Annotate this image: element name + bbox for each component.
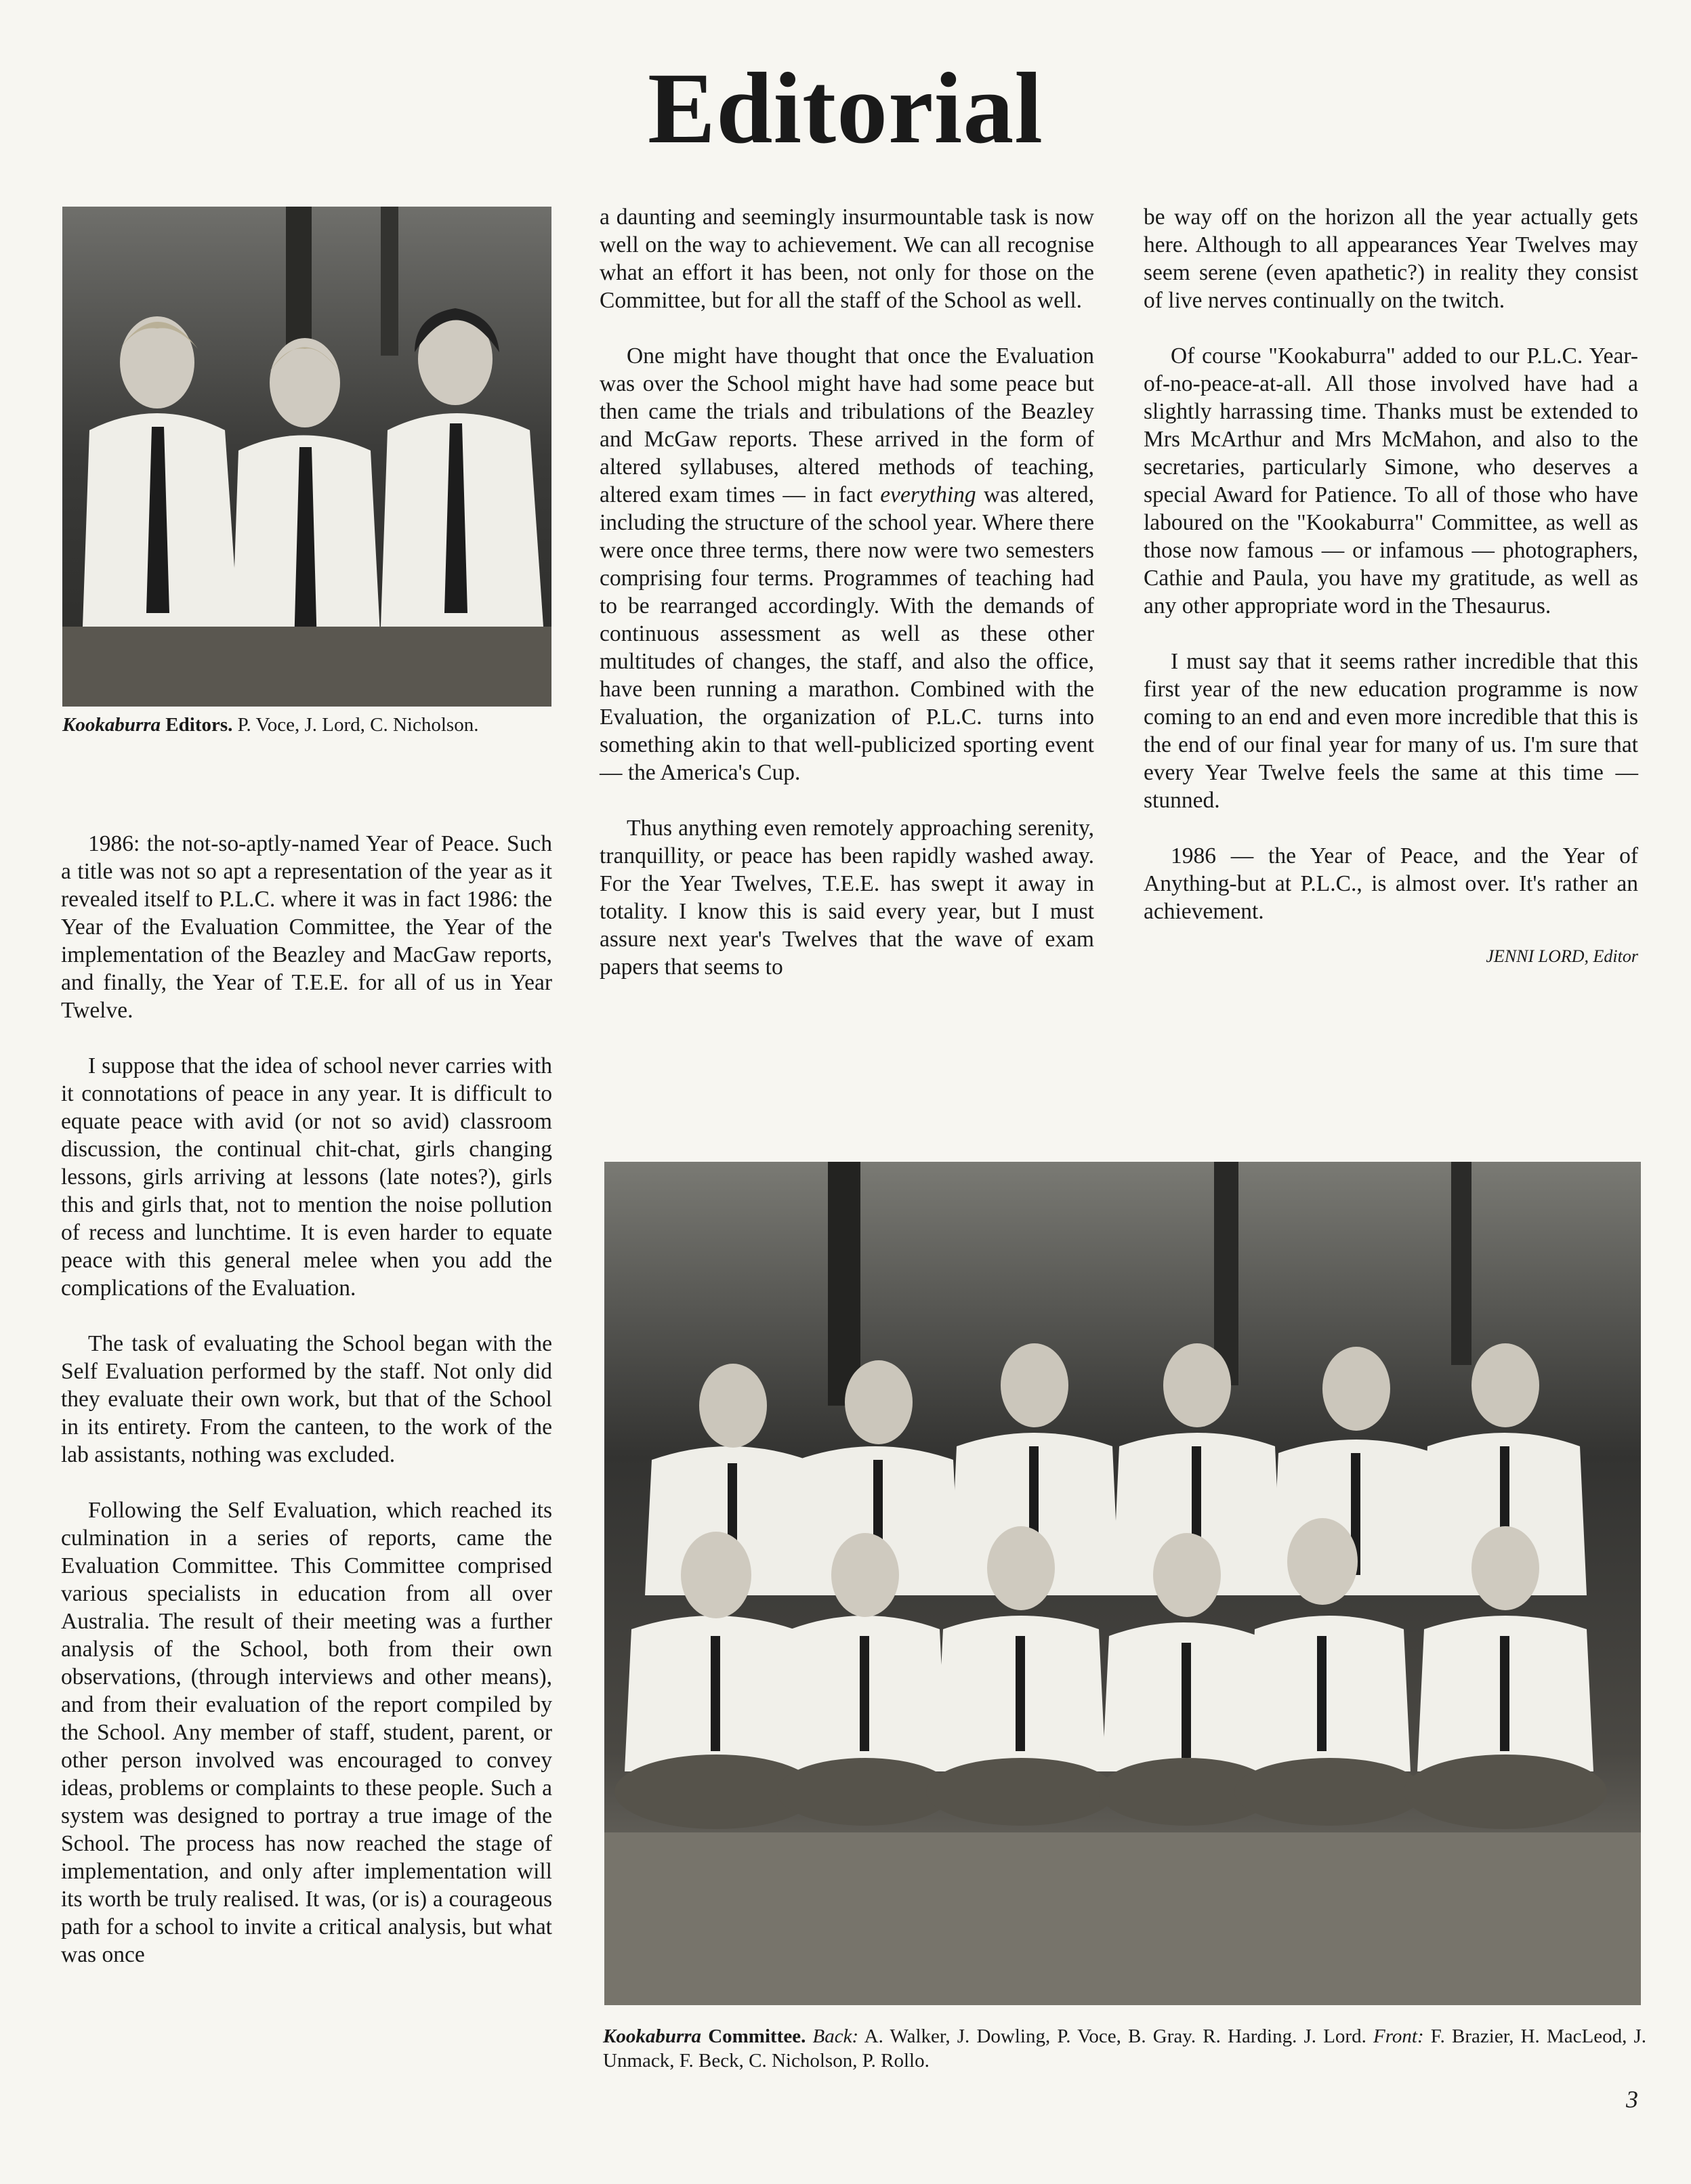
column-2 (600, 203, 1094, 1009)
committee-photo (604, 1162, 1641, 2005)
paragraph: Thus anything even remotely approaching serenity, tranquillity, or peace has been rapidly washed away. For the Year Twelves, T.E.E. has swept it away in totality. I know this is said every year, but I must assure next year's Twelves that the wave of exam papers that seems to (600, 816, 1094, 980)
caption-editors-names: P. Voce, J. Lord, C. Nicholson. (232, 714, 479, 736)
caption-back-names: A. Walker, J. Dowling, P. Voce, B. Gray. R. Harding. J. Lord. (858, 2025, 1366, 2047)
committee-caption (603, 2024, 1646, 2073)
paragraph: Following the Self Evaluation, which reached its culmination in a series of reports, came the Evaluation Committee. This Committee comprised various specialists in education from all over Australia. The result of their meeting was a further analysis of the School, both from their own observations, (through interviews and other means), and from their evaluation of the report compiled by the School. Any member of staff, student, parent, or other person involved was encouraged to convey ideas, problems or complaints to these people. Such a system was designed to portray a true image of the School. The process has now reached the stage of implementation, and only after implementation will its worth be truly realised. It was, (or is) a courageous path for a school to invite a critical analysis, but what was once (61, 1498, 552, 1967)
caption-front-names: F. Brazier, H. MacLeod, J. Unmack, F. Beck, C. Nicholson, P. Rollo. (603, 2025, 1647, 2072)
caption-front-label: Front: (1366, 2025, 1424, 2047)
paragraph: I suppose that the idea of school never carries with it connotations of peace in any year. It is difficult to equate peace with avid (or not so avid) classroom discussion, the continual chit-chat, girls changing lessons, girls arriving at lessons (late notes?), girls this and girls that, not to mention the noise pollution of recess and lunchtime. It is even harder to equate peace with this general melee when you add the complications of the Evaluation. (61, 1053, 552, 1301)
paragraph: 1986: the not-so-aptly-named Year of Peace. Such a title was not so apt a representation of the year as it revealed itself to P.L.C. where it was in fact 1986: the Year of the Evaluation Committee, the Year of the implementation of the Beazley and MacGaw reports, and finally, the Year of T.E.E. for all of us in Year Twelve. (61, 831, 552, 1023)
page-title: Editorial (647, 52, 1044, 165)
text-run: One might have thought that once the Evaluation was over the School might have had some peace but then came the trials and tribulations of the Beazley and McGaw reports. These arrived in the form of altered syllabuses, altered methods of teaching, altered exam times — in fact (600, 343, 1094, 507)
paragraph: Of course "Kookaburra" added to our P.L.C. Year-of-no-peace-at-all. All those involved have had a slightly harrassing time. Thanks must be extended to Mrs McArthur and Mrs McMahon, and also to the secretaries, particularly Simone, who deserves a special Award for Patience. To all of those who have laboured on the "Kookaburra" Committee, as well as those now famous — or infamous — photographers, Cathie and Paula, you have my gratitude, as well as any other appropriate word in the Thesaurus. (1144, 343, 1638, 618)
caption-committee-label: Committee. (701, 2025, 806, 2047)
paragraph (600, 342, 1094, 786)
caption-kookaburra: Kookaburra (62, 714, 161, 736)
editors-photo (62, 207, 551, 707)
caption-back-label: Back: (806, 2025, 859, 2047)
editor-signature: JENNI LORD, Editor (1486, 946, 1638, 966)
paragraph: I must say that it seems rather incredible that this first year of the new education programme is now coming to an end and even more incredible that this is the end of our final year for many of us. I'm sure that every Year Twelve feels the same at this time — stunned. (1144, 649, 1638, 813)
editors-caption (62, 713, 564, 737)
column-1 (61, 830, 552, 1996)
page-number: 3 (1626, 2086, 1638, 2113)
paragraph: a daunting and seemingly insurmountable task is now well on the way to achievement. We can all recognise what an effort it has been, not only for those on the Committee, but for all the staff of the School as well. (600, 205, 1094, 313)
text-run: was altered, including the structure of the school year. Where there were once three terms, there now were two semesters comprising four terms. Programmes of teaching had to be rearranged accordingly. With the demands of continuous assessment as well as these other multitudes of changes, the staff, and also the office, have been running a marathon. Combined with the Evaluation, the organization of P.L.C. turns into something akin to that well-publicized sporting event — the America's Cup. (600, 482, 1094, 785)
emphasis: everything (880, 482, 976, 507)
caption-kookaburra: Kookaburra (603, 2025, 702, 2047)
caption-editors-label: Editors. (161, 714, 233, 736)
paragraph: be way off on the horizon all the year actually gets here. Although to all appearances Year Twelves may seem serene (even apathetic?) in reality they consist of live nerves continually on the twitch. (1144, 205, 1638, 313)
paragraph: The task of evaluating the School began with the Self Evaluation performed by the staff. Not only did they evaluate their own work, but that of the School in its entirety. From the canteen, to the work of the lab assistants, nothing was excluded. (61, 1331, 552, 1467)
paragraph: 1986 — the Year of Peace, and the Year of Anything-but at P.L.C., is almost over. It's rather an achievement. (1144, 843, 1638, 924)
column-3 (1144, 203, 1638, 967)
